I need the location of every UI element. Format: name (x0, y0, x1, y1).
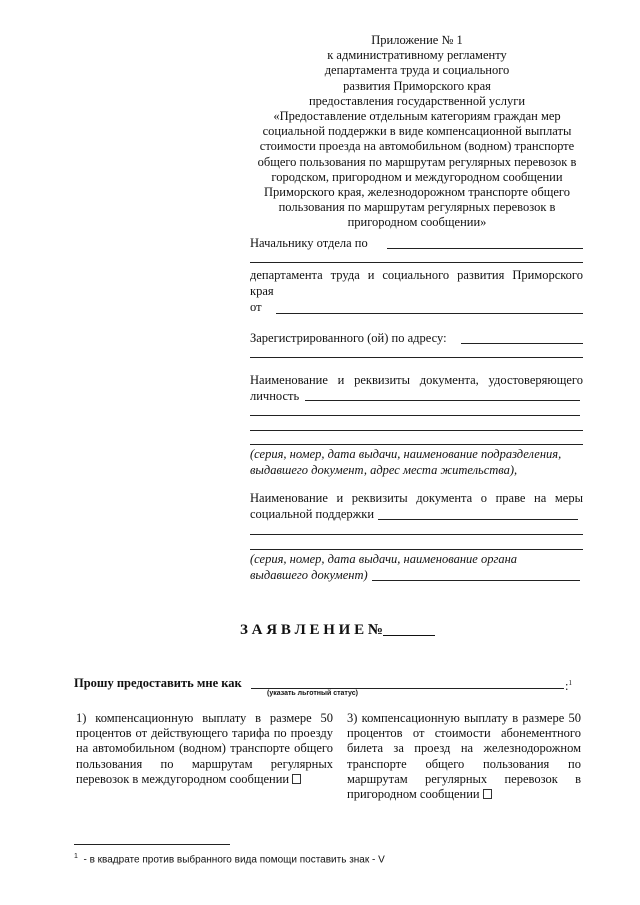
department-label: департамента труда и социального развития Приморского (250, 268, 583, 282)
address-field-2[interactable] (250, 357, 583, 358)
address-field[interactable] (461, 343, 583, 344)
appendix-title: Приложение № 1 (371, 33, 463, 47)
appendix-line: пригородном сообщении» (347, 215, 487, 230)
footnote-ref: 1 (568, 679, 572, 687)
option-1-checkbox[interactable] (292, 774, 301, 784)
id-doc-field-2[interactable] (250, 415, 580, 416)
right-doc-hint: (серия, номер, дата выдачи, наименование органа выдавшего документ) (250, 552, 518, 582)
appendix-lines (248, 48, 586, 230)
right-doc-field-3[interactable] (250, 549, 583, 550)
id-doc-label-2: личность (250, 389, 300, 403)
id-doc-field[interactable] (305, 400, 580, 401)
footnote (74, 853, 385, 865)
appendix-line: социальной поддержки в виде компенсационной выплаты (262, 124, 572, 139)
to-head-field-2[interactable] (250, 262, 583, 263)
from-field[interactable] (276, 313, 583, 314)
appendix-line: к административному регламенту (327, 48, 507, 63)
id-doc-label: Наименование и реквизиты документа, удостоверяющего (250, 373, 583, 387)
appendix-line: департамента труда и социального (324, 63, 510, 78)
appendix-line: стоимости проезда на автомобильном (водном) транспорте (259, 139, 575, 154)
option-1[interactable] (76, 711, 333, 787)
to-head-label: Начальнику отдела по (250, 236, 368, 250)
appendix-line: развития Приморского края (343, 78, 491, 93)
right-doc-field[interactable] (378, 519, 578, 520)
id-doc-hint: (серия, номер, дата выдачи, наименование подразделения, выдавшего документ, адрес места жительства), (250, 447, 562, 477)
appendix-line: городском, пригородном и междугородном сообщении (271, 169, 563, 184)
request-colon: :$^1$ (565, 679, 572, 694)
statement-title: З А Я В Л Е Н И Е № (240, 621, 435, 639)
id-doc-field-3[interactable] (250, 430, 583, 431)
footnote-separator (74, 844, 230, 845)
footnote-text: - в квадрате против выбранного вида помощи поставить знак - V (83, 854, 385, 866)
right-doc-label-2: социальной поддержки (250, 507, 375, 521)
statement-number-field[interactable] (383, 621, 435, 636)
option-3-text: 3) компенсационную выплату в размере 50 процентов от стоимости абонементного билета за проезд на железнодорожном транспорте общего пользования по маршрутам регулярных перевозок в пригородном сообщении (347, 711, 581, 802)
from-label: от (250, 300, 262, 314)
appendix-line: Приморского края, железнодорожном транспорте общего (264, 185, 570, 200)
request-label: Прошу предоставить мне как (74, 676, 242, 690)
status-field[interactable] (251, 688, 564, 689)
option-3-checkbox[interactable] (483, 789, 492, 799)
footnote-number: 1 (74, 853, 78, 860)
option-1-text: 1) компенсационную выплату в размере 50 процентов от действующего тарифа по проезду на автомобильном (водном) транспорте общего пользования по маршрутам регулярных перевозок в междугородном сообщении (76, 711, 333, 786)
appendix-header (248, 33, 586, 231)
appendix-line: «Предоставление отдельным категориям граждан мер (273, 109, 561, 124)
right-doc-hint-underline (372, 580, 580, 581)
option-3[interactable] (347, 711, 581, 802)
registered-label: Зарегистрированного (ой) по адресу: (250, 331, 447, 345)
status-hint: (указать льготный статус) (267, 690, 358, 697)
appendix-line: пользования по маршрутам регулярных перевозок в (278, 200, 556, 215)
region-label: края (250, 284, 274, 298)
id-doc-field-4[interactable] (250, 444, 583, 445)
appendix-line: общего пользования по маршрутам регулярных перевозок в (257, 154, 577, 169)
right-doc-field-2[interactable] (250, 534, 583, 535)
right-doc-label: Наименование и реквизиты документа о праве на меры (250, 491, 583, 505)
appendix-line: предоставления государственной услуги (308, 93, 526, 108)
to-head-field[interactable] (387, 248, 583, 249)
